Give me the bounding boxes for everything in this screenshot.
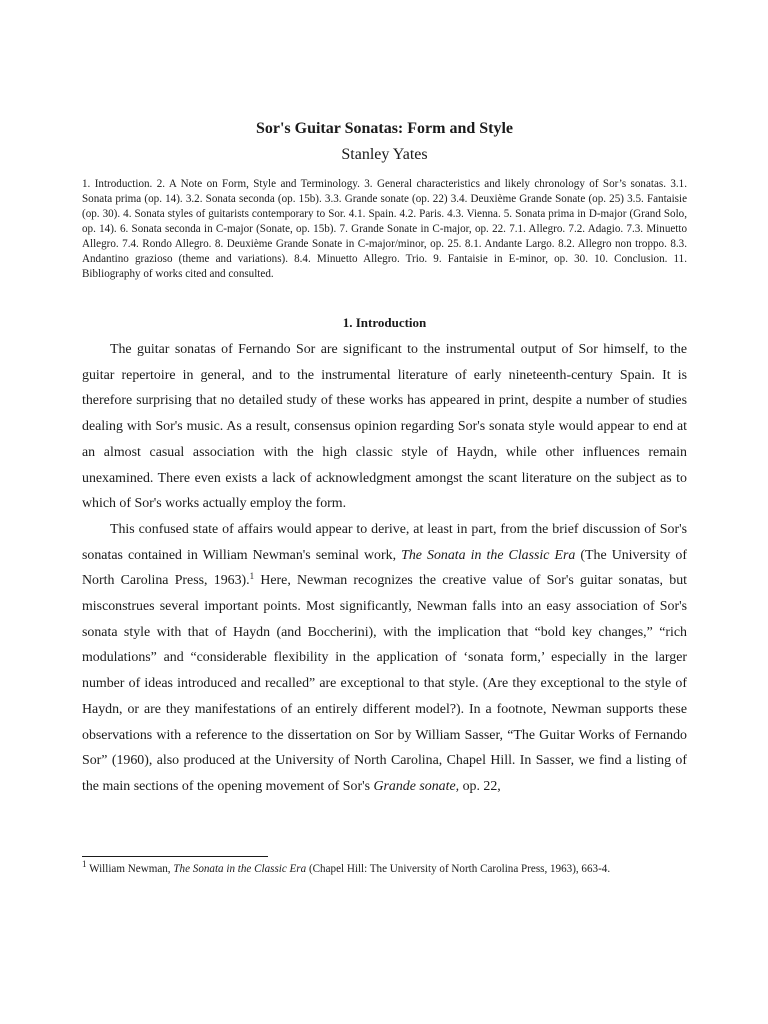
paragraph-introduction: The guitar sonatas of Fernando Sor are significant to the instrumental output of Sor himself, to the guitar repertoire in general, and to the instrumental literature of early nineteenth-century Spain. It is therefore surprising that no detailed study of these works has appeared in print, despite a number of studies dealing with Sor's music. As a result, consensus opinion regarding Sor's sonata style would appear to end at an almost casual association with the high classic style of Haydn, while other influences remain unexamined. There even exists a lack of acknowledgment amongst the scant literature on the subject as to which of Sor's works actually employ the form. xyxy=(82,342,687,512)
paragraph-text: (The University of North Carolina Press, 1963). xyxy=(82,547,687,589)
footnote-text: William Newman, xyxy=(86,863,174,875)
section-heading: 1. Introduction xyxy=(342,315,427,330)
footnote-divider xyxy=(82,856,268,857)
author-name: Stanley Yates xyxy=(341,146,428,163)
body-text xyxy=(82,337,687,800)
footnote-marker[interactable]: 1 xyxy=(249,571,255,582)
paragraph-newman xyxy=(82,517,687,800)
book-title-italic: The Sonata in the Classic Era xyxy=(401,547,576,563)
work-title-italic: Grande sonate, xyxy=(373,778,460,794)
document-page xyxy=(82,0,687,1024)
table-of-contents: 1. Introduction. 2. A Note on Form, Style and Terminology. 3. General characteristics and likely chronology of Sor’s sonatas. 3.1. Sonata prima (op. 14). 3.2. Sonata seconda (op. 15b). 3.3. Grande sonate (op. 22) 3.4. Deuxième Grande Sonate (op. 25) 3.5. Fantaisie (op. 30). 4. Sonata styles of guitarists contemporary to Sor. 4.1. Spain. 4.2. Paris. 4.3. Vienna. 5. Sonata prima in D-major (Grand Solo, op. 14). 6. Sonata seconda in C-major (Sonate, op. 15b). 7. Grande Sonate in C-major, op. 22. 7.1. Allegro. 7.2. Adagio. 7.3. Minuetto Allegro. 7.4. Rondo Allegro. 8. Deuxième Grande Sonate in C-major/minor, op. 25. 8.1. Andante Largo. 8.2. Allegro non troppo. 8.3. Andantino grazioso (theme and variations). 8.4. Minuetto Allegro. Trio. 9. Fantaisie in E-minor, op. 30. 10. Conclusion. 11. Bibliography of works cited and consulted. xyxy=(82,178,687,280)
document-title: Sor's Guitar Sonatas: Form and Style xyxy=(255,120,514,137)
footnote-number: 1 xyxy=(82,859,87,869)
paragraph-text: This confused state of affairs would appear to derive, at least in part, from the brief discussion of Sor's sonatas contained in William Newman's seminal work, xyxy=(82,521,687,563)
footnote-book-title: The Sonata in the Classic Era xyxy=(173,863,307,875)
footnote-text: (Chapel Hill: The University of North Carolina Press, 1963), 663-4. xyxy=(306,863,611,875)
paragraph-text: op. 22, xyxy=(459,778,501,794)
footnote xyxy=(82,859,687,876)
paragraph-text: Here, Newman recognizes the creative value of Sor's guitar sonatas, but misconstrues several important points. Most significantly, Newman falls into an easy association of Sor's sonata style with that of Haydn (and Boccherini), with the implication that “bold key changes,” “rich modulations” and “considerable flexibility in the application of ‘sonata form,’ especially in the larger number of ideas introduced and recalled” are exceptional to that style. (Are they exceptional to the style of Haydn, or are they manifestations of an entirely different model?). In a footnote, Newman supports these observations with a reference to the dissertation on Sor by William Sasser, “The Guitar Works of Fernando Sor” (1960), also produced at the University of North Carolina, Chapel Hill. In Sasser, we find a listing of the main sections of the opening movement of Sor's xyxy=(82,573,687,794)
